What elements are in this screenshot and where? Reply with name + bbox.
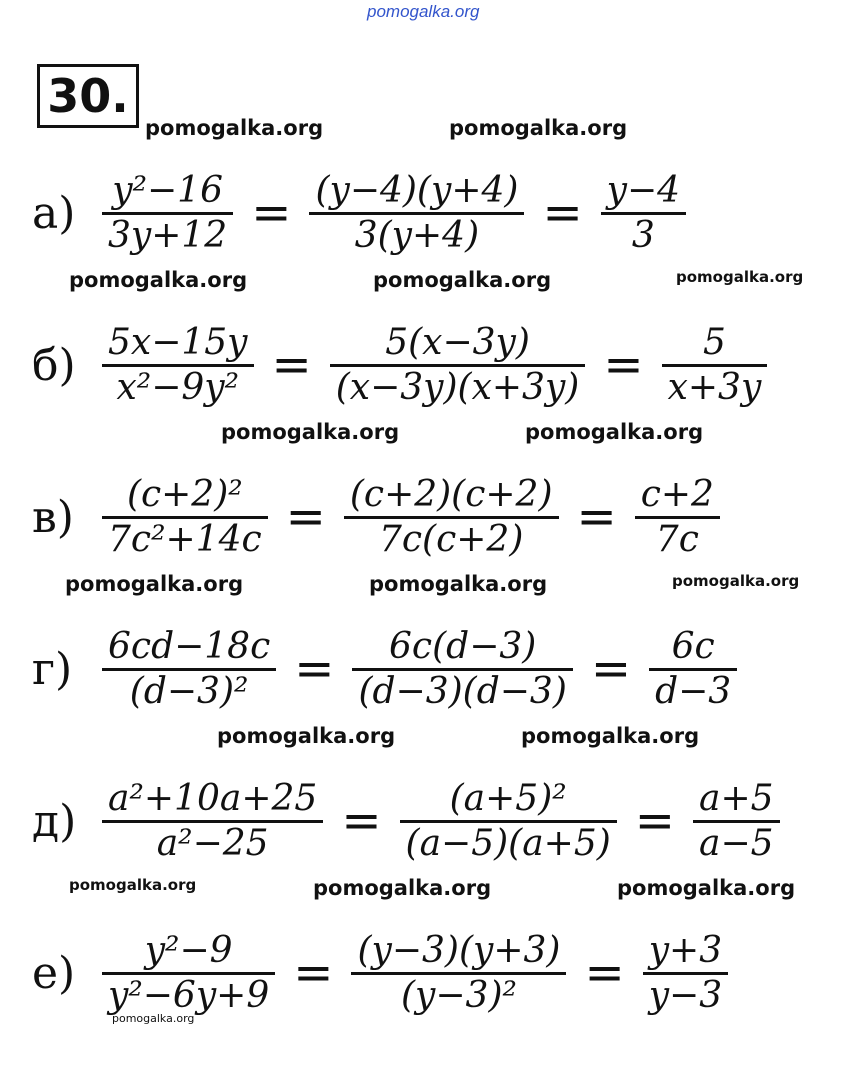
watermark: pomogalka.org xyxy=(617,876,796,900)
equals-sign: = xyxy=(294,641,335,697)
equation-row-b xyxy=(32,310,767,420)
item-label: в) xyxy=(32,491,74,543)
equals-sign: = xyxy=(576,489,617,545)
watermark: pomogalka.org xyxy=(145,116,324,140)
fraction xyxy=(102,626,276,712)
denominator: (d−3)(d−3) xyxy=(358,670,567,712)
equals-sign: = xyxy=(293,945,334,1001)
denominator: y−3 xyxy=(648,974,723,1016)
top-watermark: pomogalka.org xyxy=(367,2,480,21)
equals-sign: = xyxy=(271,337,312,393)
denominator: 3y+12 xyxy=(108,214,228,256)
numerator: a²+10a+25 xyxy=(108,778,318,820)
watermark: pomogalka.org xyxy=(373,268,552,292)
numerator: 5(x−3y) xyxy=(385,322,530,364)
denominator: (a−5)(a+5) xyxy=(405,822,611,864)
item-label: г) xyxy=(32,643,73,695)
equals-sign: = xyxy=(590,641,632,697)
watermark: pomogalka.org xyxy=(313,876,492,900)
watermark: pomogalka.org xyxy=(369,572,548,596)
problem-number: 30. xyxy=(37,64,139,128)
fraction xyxy=(662,322,768,408)
equals-sign: = xyxy=(584,945,625,1001)
equals-sign: = xyxy=(634,793,675,849)
equals-sign: = xyxy=(542,185,583,241)
denominator: x²−9y² xyxy=(116,366,240,408)
watermark: pomogalka.org xyxy=(525,420,704,444)
watermark: pomogalka.org xyxy=(672,572,800,590)
watermark: pomogalka.org xyxy=(112,1012,195,1025)
equals-sign: = xyxy=(285,489,326,545)
numerator: 6c xyxy=(671,626,715,668)
watermark: pomogalka.org xyxy=(449,116,628,140)
numerator: c+2 xyxy=(640,474,714,516)
fraction xyxy=(352,626,572,712)
fraction xyxy=(400,778,617,864)
watermark: pomogalka.org xyxy=(221,420,400,444)
fraction xyxy=(601,170,686,256)
numerator: a+5 xyxy=(699,778,774,820)
watermark: pomogalka.org xyxy=(69,268,248,292)
numerator: y+3 xyxy=(648,930,723,972)
equation-row-d xyxy=(32,766,780,876)
denominator: 3(y+4) xyxy=(354,214,480,256)
fraction xyxy=(102,322,254,408)
fraction xyxy=(309,170,524,256)
watermark: pomogalka.org xyxy=(217,724,396,748)
numerator: (y−4)(y+4) xyxy=(315,170,519,212)
equation-row-g xyxy=(32,614,737,724)
fraction xyxy=(643,930,728,1016)
watermark: pomogalka.org xyxy=(65,572,244,596)
equals-sign: = xyxy=(341,793,382,849)
denominator: 7c(c+2) xyxy=(378,518,524,560)
fraction xyxy=(102,930,275,1016)
fraction xyxy=(693,778,780,864)
denominator: a²−25 xyxy=(156,822,269,864)
watermark: pomogalka.org xyxy=(676,268,804,286)
denominator: x+3y xyxy=(667,366,762,408)
numerator: 6c(d−3) xyxy=(389,626,537,668)
fraction xyxy=(635,474,720,560)
denominator: (d−3)² xyxy=(129,670,249,712)
fraction xyxy=(102,170,233,256)
denominator: a−5 xyxy=(699,822,774,864)
denominator: y²−6y+9 xyxy=(108,974,270,1016)
denominator: 7c xyxy=(655,518,699,560)
numerator: (y−3)(y+3) xyxy=(357,930,561,972)
numerator: (a+5)² xyxy=(449,778,567,820)
numerator: (c+2)² xyxy=(126,474,243,516)
watermark: pomogalka.org xyxy=(521,724,700,748)
denominator: 3 xyxy=(631,214,655,256)
fraction xyxy=(102,474,268,560)
fraction xyxy=(102,778,323,864)
denominator: (y−3)² xyxy=(401,974,517,1016)
equation-row-v xyxy=(32,462,720,572)
item-label: д) xyxy=(32,795,77,847)
numerator: y−4 xyxy=(606,170,681,212)
fraction xyxy=(344,474,559,560)
fraction xyxy=(649,626,737,712)
denominator: (x−3y)(x+3y) xyxy=(335,366,580,408)
denominator: 7c²+14c xyxy=(108,518,262,560)
numerator: y²−9 xyxy=(144,930,233,972)
item-label: б) xyxy=(32,339,76,391)
fraction xyxy=(351,930,566,1016)
numerator: (c+2)(c+2) xyxy=(349,474,553,516)
fraction xyxy=(330,322,586,408)
equation-row-e xyxy=(32,918,728,1028)
watermark: pomogalka.org xyxy=(69,876,197,894)
item-label: а) xyxy=(32,187,76,239)
numerator: y²−16 xyxy=(112,170,223,212)
equals-sign: = xyxy=(603,337,644,393)
equals-sign: = xyxy=(251,185,292,241)
item-label: е) xyxy=(32,947,76,999)
numerator: 5x−15y xyxy=(108,322,248,364)
numerator: 5 xyxy=(702,322,726,364)
denominator: d−3 xyxy=(655,670,732,712)
numerator: 6cd−18c xyxy=(108,626,271,668)
equation-row-a xyxy=(32,158,686,268)
